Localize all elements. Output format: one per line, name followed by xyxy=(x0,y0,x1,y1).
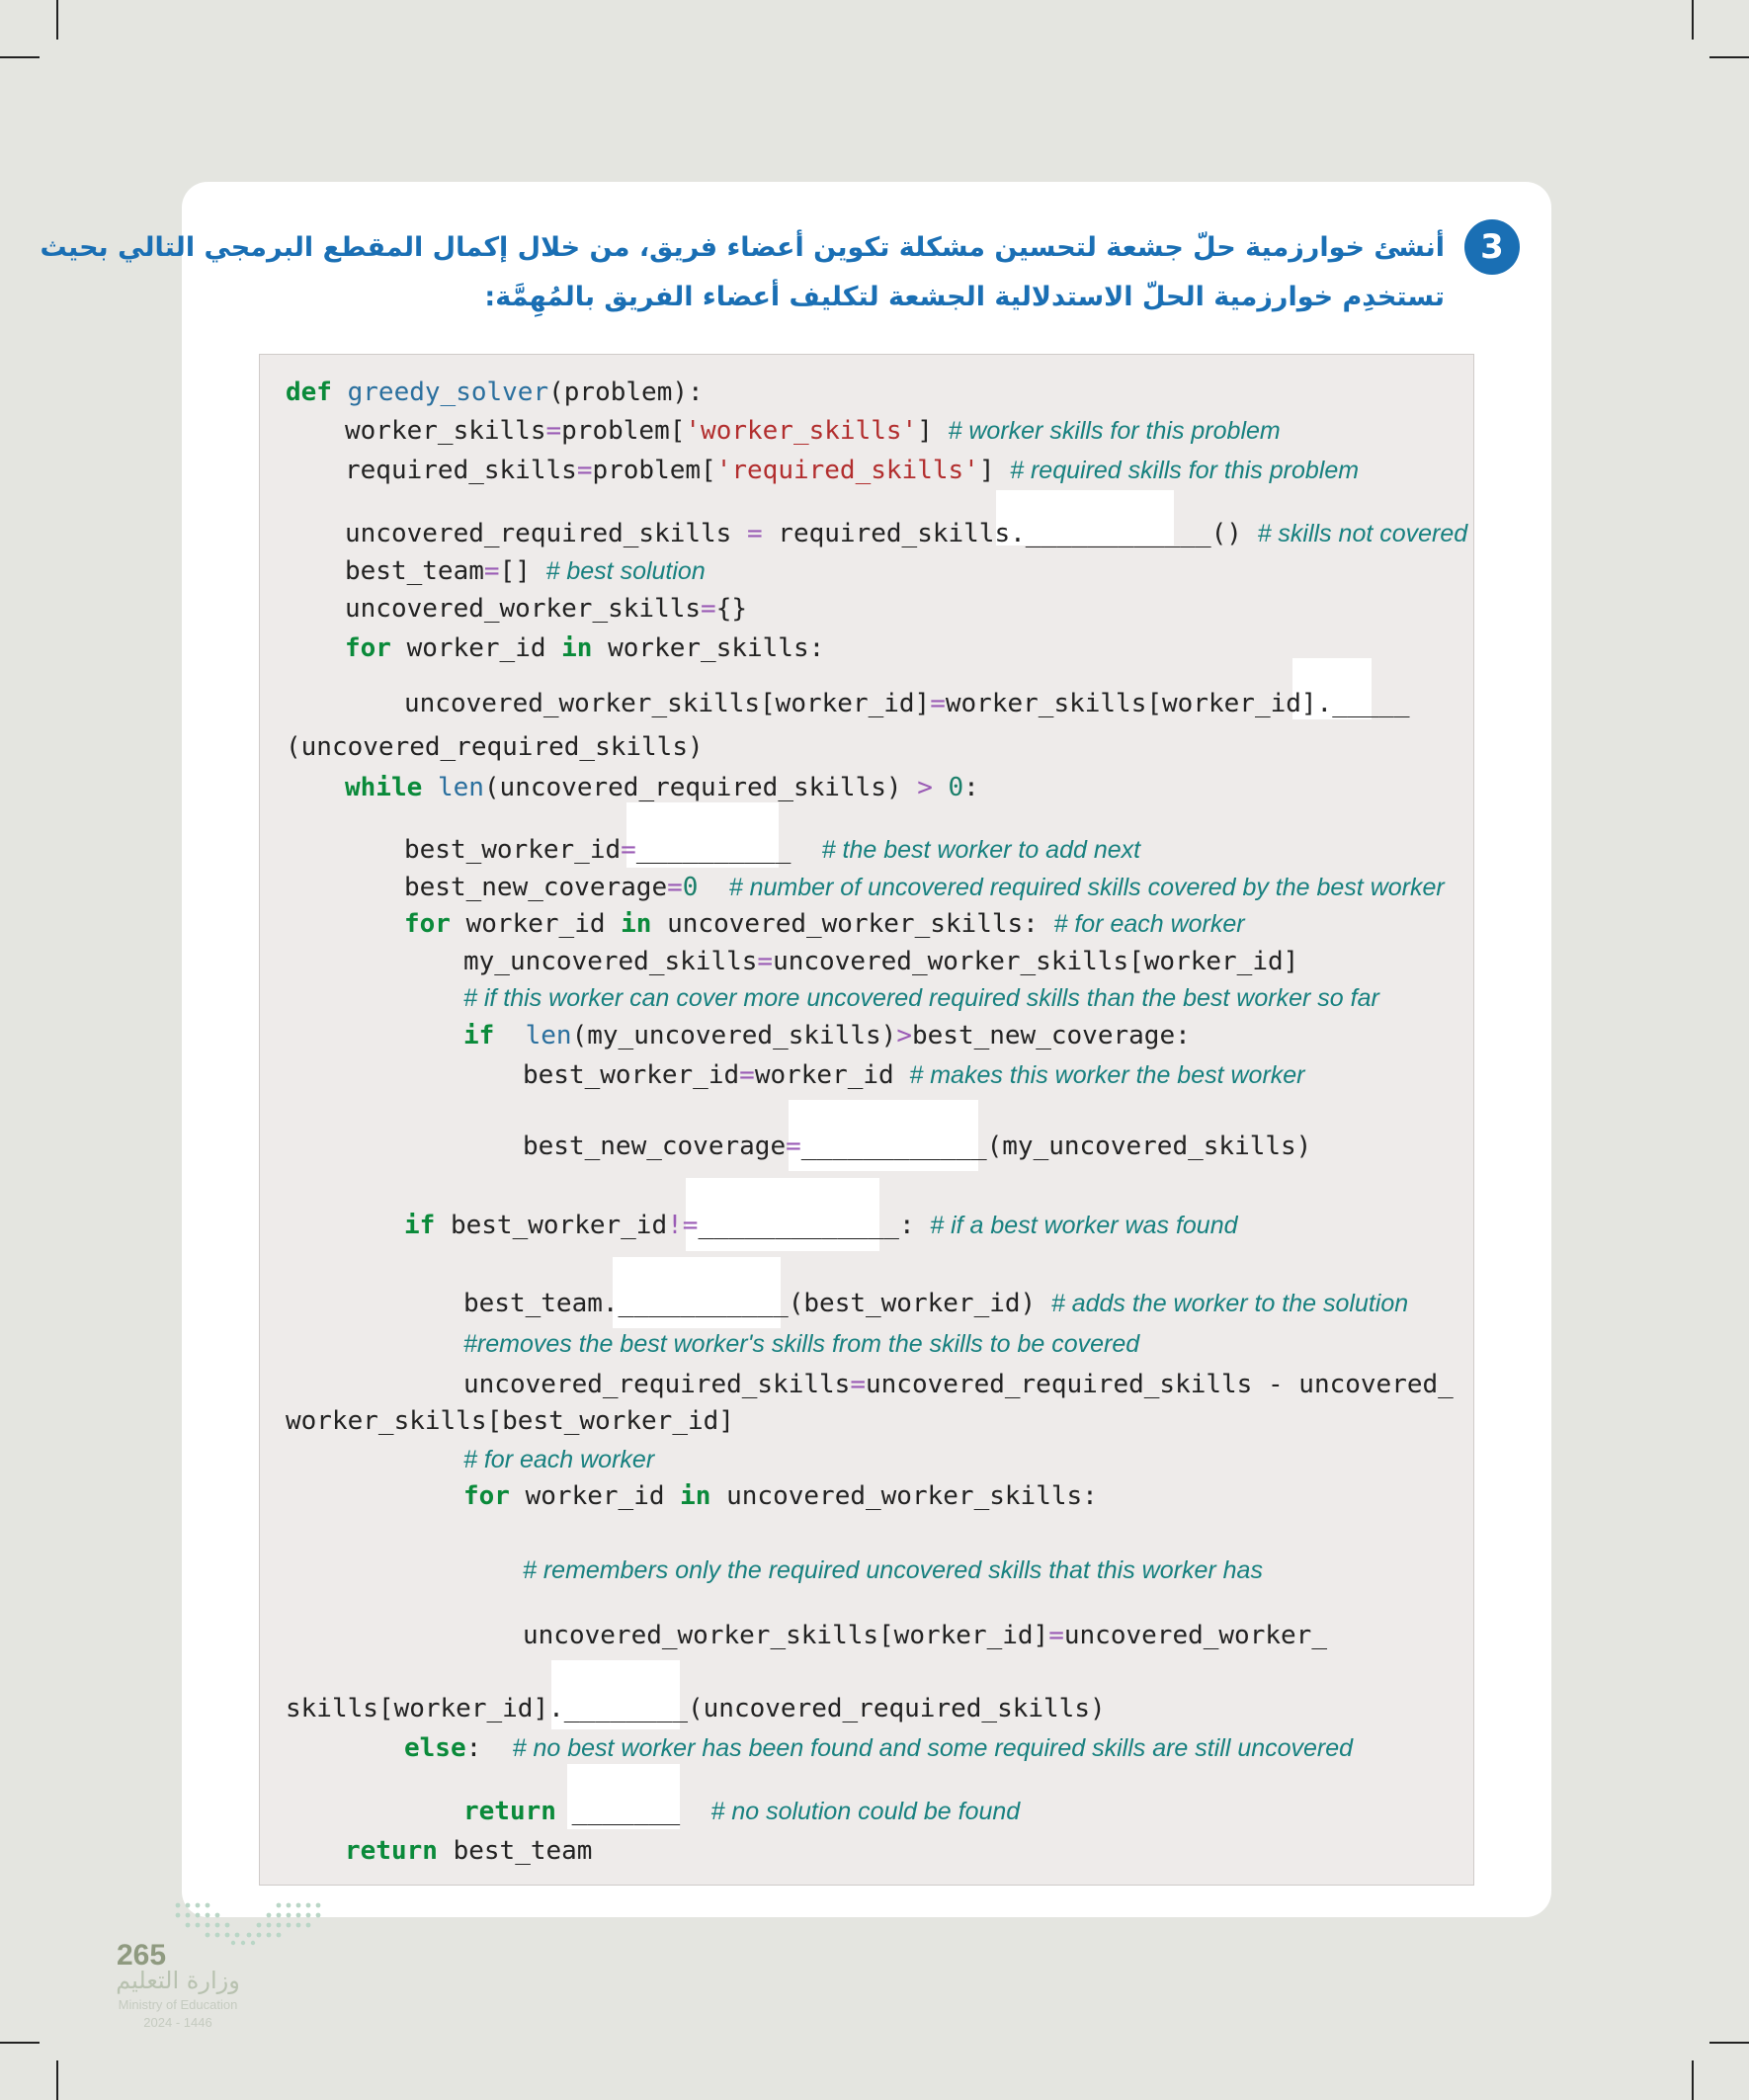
code-line xyxy=(345,556,706,586)
code-text: (my_uncovered_skills) xyxy=(571,1021,897,1050)
operator: = xyxy=(850,1370,866,1399)
code-text: ] xyxy=(978,456,995,485)
code-text: uncovered_required_skills xyxy=(463,1370,851,1399)
code-text: : xyxy=(898,1211,915,1240)
question-number-badge: 3 xyxy=(1464,219,1520,275)
code-comment: #removes the best worker's skills from the skills to be covered xyxy=(463,1330,1140,1358)
number-literal: 0 xyxy=(948,773,964,802)
code-text: problem[ xyxy=(561,416,686,446)
code-line xyxy=(286,378,704,407)
code-text: (problem): xyxy=(548,378,704,407)
crop-mark xyxy=(1692,2060,1694,2100)
keyword: if xyxy=(463,1021,495,1050)
code-text: best_worker_id xyxy=(404,835,622,865)
code-line xyxy=(345,633,824,663)
code-text: [] xyxy=(499,556,531,586)
operator: = xyxy=(667,873,683,902)
keyword: in xyxy=(561,633,593,663)
code-line xyxy=(463,1289,1408,1318)
code-text: uncovered_required_skills - uncovered_ xyxy=(866,1370,1454,1399)
code-line xyxy=(404,835,1140,865)
keyword: in xyxy=(621,909,652,939)
blank-underline: ____________ xyxy=(1025,519,1211,548)
operator: > xyxy=(917,773,933,802)
code-text: (uncovered_required_skills) xyxy=(286,732,704,762)
crop-mark xyxy=(1709,56,1749,58)
operator: != xyxy=(667,1211,699,1240)
code-line xyxy=(286,1694,1106,1723)
code-text: worker_skills xyxy=(345,416,546,446)
string-literal: 'worker_skills' xyxy=(685,416,918,446)
code-line xyxy=(463,1329,1139,1359)
keyword: for xyxy=(345,633,391,663)
code-line xyxy=(404,1733,1353,1763)
code-line xyxy=(523,1060,1305,1090)
operator: > xyxy=(896,1021,912,1050)
code-text: worker_id xyxy=(754,1060,894,1090)
code-comment: # if this worker can cover more uncovered required skills than the best worker so far xyxy=(463,984,1379,1012)
code-text: skills[worker_id]. xyxy=(286,1694,564,1723)
code-comment: # the best worker to add next xyxy=(821,836,1141,864)
ministry-logo-year: 2024 - 1446 xyxy=(143,2015,212,2030)
page-number: 265 xyxy=(117,1939,167,1972)
blank-underline: _____________ xyxy=(698,1211,899,1240)
code-line xyxy=(345,416,1281,446)
builtin-function: len xyxy=(437,773,484,802)
question-instruction xyxy=(40,223,1445,322)
code-text: uncovered_worker_skills[worker_id] xyxy=(773,947,1299,976)
code-text: worker_skills: xyxy=(592,633,825,663)
code-comment: # worker skills for this problem xyxy=(948,417,1281,445)
code-text: uncovered_required_skills xyxy=(345,519,747,548)
code-text: required_skills. xyxy=(762,519,1026,548)
code-text: worker_id xyxy=(390,633,562,663)
code-comment: # number of uncovered required skills covered by the best worker xyxy=(728,874,1445,901)
instruction-line-1: أنشئ خوارزمية حلّ جشعة لتحسين مشكلة تكوين أعضاء فريق، من خلال إكمال المقطع البرمجي التالي بحيث xyxy=(40,232,1445,263)
code-text: worker_skills[best_worker_id] xyxy=(286,1406,734,1436)
crop-mark xyxy=(56,0,58,40)
code-text: () xyxy=(1210,519,1242,548)
operator: = xyxy=(545,416,562,446)
operator: = xyxy=(576,456,593,485)
crop-mark xyxy=(56,2060,58,2100)
code-line xyxy=(404,1211,1238,1240)
operator: = xyxy=(739,1060,755,1090)
operator: = xyxy=(786,1132,801,1161)
blank-underline: _____ xyxy=(1332,689,1410,718)
operator: = xyxy=(621,835,636,865)
code-line xyxy=(523,1132,1311,1161)
code-line xyxy=(463,983,1379,1013)
code-comment: # no best worker has been found and some required skills are still uncovered xyxy=(512,1734,1354,1762)
code-line xyxy=(286,1406,734,1436)
code-line xyxy=(345,594,747,624)
code-line xyxy=(404,873,1445,902)
code-comment: # best solution xyxy=(545,557,706,585)
number-literal: 0 xyxy=(682,873,699,902)
code-text: (uncovered_required_skills) xyxy=(483,773,918,802)
code-text: my_uncovered_skills xyxy=(463,947,758,976)
keyword: while xyxy=(345,773,423,802)
code-comment: # if a best worker was found xyxy=(930,1212,1238,1239)
code-text: best_new_coverage: xyxy=(911,1021,1191,1050)
code-text: (best_worker_id) xyxy=(788,1289,1037,1318)
function-name: greedy_solver xyxy=(347,378,549,407)
code-text: : xyxy=(963,773,979,802)
code-line xyxy=(463,947,1298,976)
code-text: best_team xyxy=(345,556,484,586)
code-line xyxy=(345,773,979,802)
code-text: : xyxy=(465,1733,482,1763)
operator: = xyxy=(747,519,763,548)
keyword: else xyxy=(404,1733,466,1763)
code-text: (uncovered_required_skills) xyxy=(688,1694,1106,1723)
code-line xyxy=(404,909,1245,939)
code-comment: # no solution could be found xyxy=(710,1798,1021,1825)
code-text: uncovered_worker_skills: xyxy=(651,909,1039,939)
code-line xyxy=(286,732,704,762)
code-text: uncovered_worker_skills[worker_id] xyxy=(404,689,931,718)
code-comment: # skills not covered xyxy=(1257,520,1468,547)
code-comment: # remembers only the required uncovered skills that this worker has xyxy=(523,1556,1263,1584)
operator: = xyxy=(483,556,500,586)
code-comment: # adds the worker to the solution xyxy=(1050,1290,1409,1317)
crop-mark xyxy=(0,56,40,58)
code-text: best_worker_id xyxy=(435,1211,668,1240)
ministry-logo-dots xyxy=(168,1897,326,1949)
blank-underline: ____________ xyxy=(800,1132,987,1161)
blank-underline: __________ xyxy=(635,835,791,865)
code-line xyxy=(523,1621,1327,1650)
operator: = xyxy=(930,689,946,718)
code-text: best_team. xyxy=(463,1289,619,1318)
blank-underline: ___________ xyxy=(618,1289,789,1318)
code-comment: # required skills for this problem xyxy=(1010,457,1360,484)
code-text: best_new_coverage xyxy=(523,1132,787,1161)
code-line xyxy=(463,1445,654,1474)
code-line xyxy=(523,1555,1263,1585)
code-line xyxy=(345,456,1359,485)
code-comment: # makes this worker the best worker xyxy=(909,1061,1305,1089)
code-text: uncovered_worker_skills: xyxy=(710,1481,1098,1511)
ministry-logo-subtitle xyxy=(99,1996,257,2032)
code-text: required_skills xyxy=(345,456,577,485)
code-line xyxy=(345,519,1467,548)
builtin-function: len xyxy=(525,1021,572,1050)
crop-mark xyxy=(1709,2042,1749,2044)
code-text: (my_uncovered_skills) xyxy=(986,1132,1312,1161)
blank-underline: _______ xyxy=(571,1797,681,1826)
code-text: best_team xyxy=(437,1836,593,1866)
keyword: return xyxy=(345,1836,438,1866)
code-line xyxy=(463,1797,1020,1826)
code-line xyxy=(463,1370,1454,1399)
keyword: for xyxy=(463,1481,510,1511)
keyword: if xyxy=(404,1211,436,1240)
operator: = xyxy=(701,594,716,624)
code-comment: # for each worker xyxy=(463,1446,655,1473)
code-text: uncovered_worker_ xyxy=(1063,1621,1327,1650)
blank-underline: ________ xyxy=(563,1694,688,1723)
code-text: uncovered_worker_skills xyxy=(345,594,702,624)
ministry-logo-english: Ministry of Education xyxy=(118,1997,238,2012)
code-text: {} xyxy=(715,594,747,624)
crop-mark xyxy=(1692,0,1694,40)
code-line xyxy=(404,689,1410,718)
code-line xyxy=(463,1481,1098,1511)
code-text: ] xyxy=(917,416,933,446)
crop-mark xyxy=(0,2042,40,2044)
keyword: for xyxy=(404,909,451,939)
code-text: problem[ xyxy=(592,456,716,485)
operator: = xyxy=(757,947,774,976)
code-text: best_new_coverage xyxy=(404,873,668,902)
keyword: in xyxy=(680,1481,711,1511)
instruction-line-2: تستخدِم خوارزمية الحلّ الاستدلالية الجشعة لتكليف أعضاء الفريق بالمُهِمَّة: xyxy=(484,282,1445,312)
code-text: best_worker_id xyxy=(523,1060,740,1090)
keyword: def xyxy=(286,378,332,407)
code-text xyxy=(933,773,949,802)
code-text: worker_skills[worker_id]. xyxy=(945,689,1333,718)
ministry-logo-text: وزارة التعليم xyxy=(116,1967,240,1994)
string-literal: 'required_skills' xyxy=(715,456,979,485)
operator: = xyxy=(1048,1621,1064,1650)
code-text: worker_id xyxy=(509,1481,681,1511)
code-text: worker_id xyxy=(450,909,622,939)
keyword: return xyxy=(463,1797,556,1826)
code-text: uncovered_worker_skills[worker_id] xyxy=(523,1621,1049,1650)
code-line xyxy=(345,1836,592,1866)
code-line xyxy=(463,1021,1191,1050)
code-comment: # for each worker xyxy=(1053,910,1245,938)
